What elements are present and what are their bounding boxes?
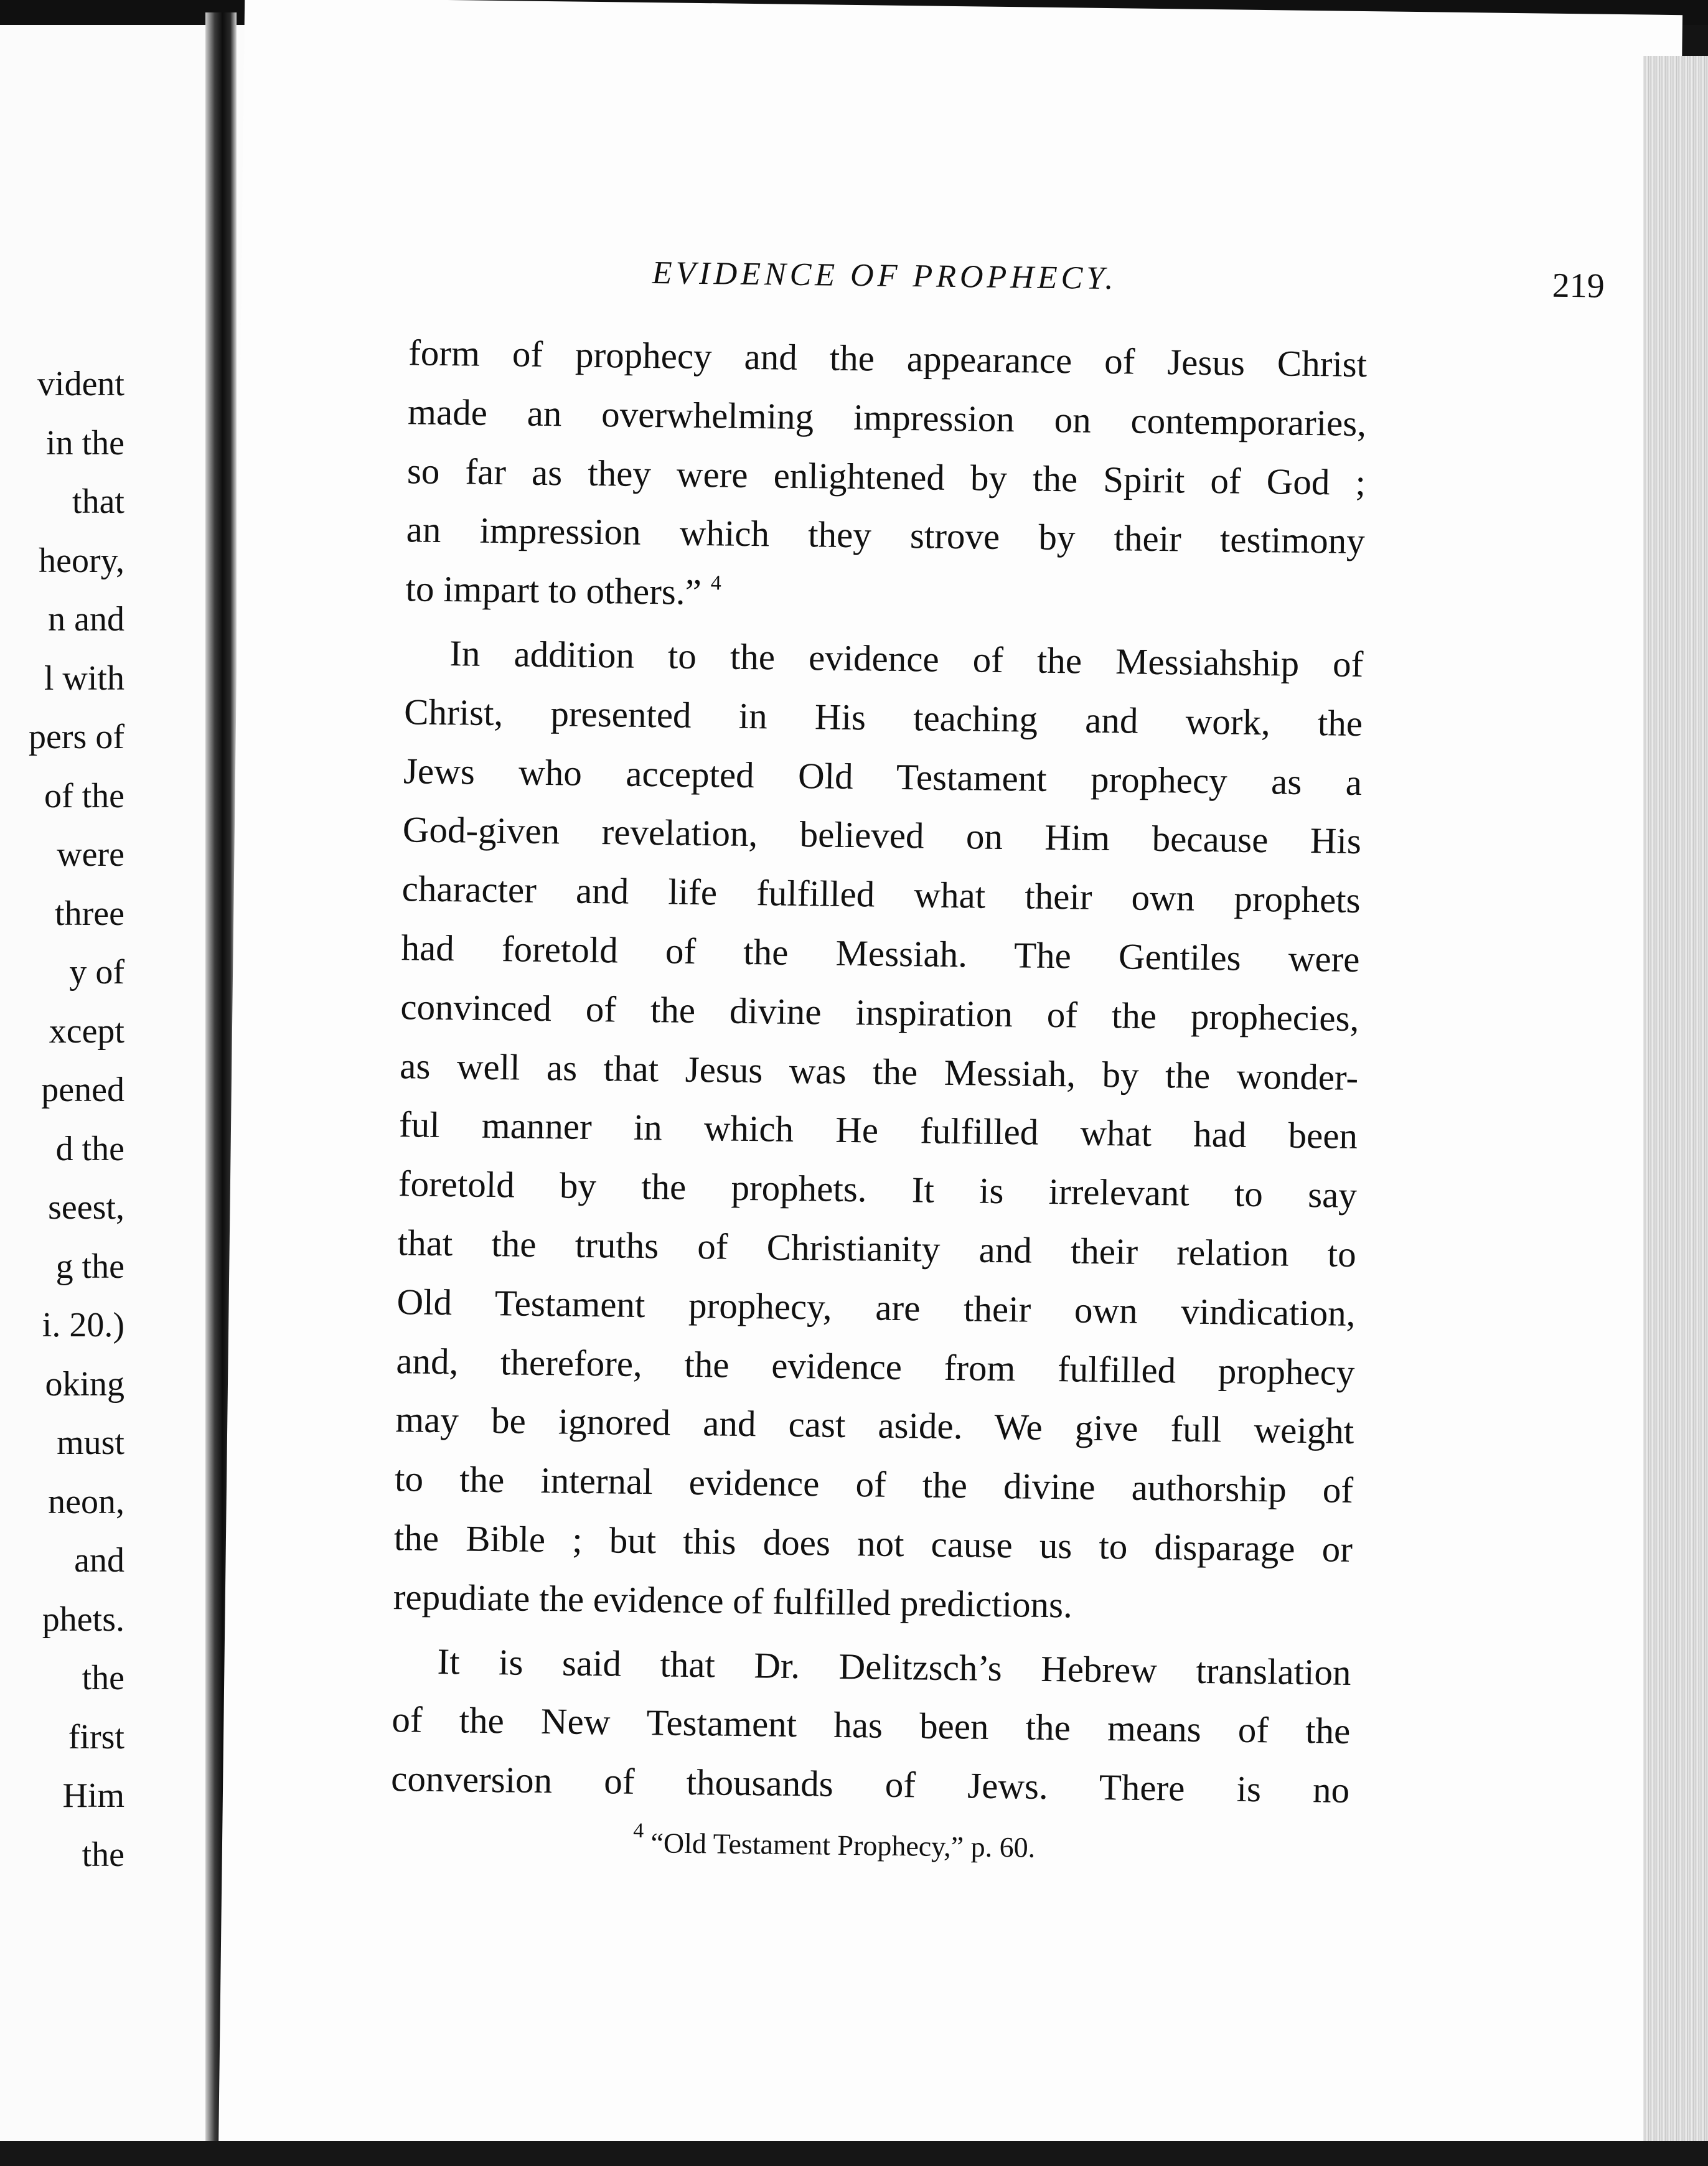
facing-page-fragment: Him <box>62 1776 124 1815</box>
facing-page-fragment: n and <box>48 600 124 639</box>
facing-page-fragment: xcept <box>49 1011 124 1051</box>
page-header <box>652 255 1605 316</box>
facing-page-fragment: i. 20.) <box>42 1306 124 1344</box>
paragraph <box>393 623 1364 1638</box>
facing-page-fragment: y of <box>69 953 124 992</box>
text-line <box>406 500 1365 571</box>
text-line-content: of the New Testament has been the means of the <box>392 1699 1351 1752</box>
text-line <box>400 977 1359 1048</box>
text-line <box>397 1213 1356 1284</box>
text-line <box>401 918 1360 989</box>
text-line-content: In addition to the evidence of the Messiahship of <box>449 632 1364 685</box>
text-line-content: form of prophecy and the appearance of Jesus Christ <box>408 332 1368 385</box>
text-line <box>395 1390 1354 1461</box>
text-line-content: It is said that Dr. Delitzsch’s Hebrew translation <box>437 1640 1351 1693</box>
text-line-content: repudiate the evidence of fulfilled predictions. <box>393 1575 1073 1626</box>
text-line-content: the Bible ; but this does not cause us to disparage or <box>393 1517 1353 1570</box>
facing-page-fragment: neon, <box>48 1482 124 1521</box>
text-line-content: convinced of the divine inspiration of the prophecies, <box>400 985 1359 1039</box>
text-line-content: an impression which they strove by their testimony <box>406 509 1366 562</box>
facing-page-fragment: the <box>82 1659 124 1697</box>
facing-page-fragment: in the <box>46 423 124 462</box>
book-fore-edge <box>1643 56 1708 2166</box>
footnote-reference: 4 <box>710 571 721 595</box>
text-line <box>399 1095 1358 1166</box>
text-line-content: Old Testament prophecy, are their own vindication, <box>396 1280 1356 1334</box>
text-line-content: so far as they were enlightened by the Spirit of God ; <box>406 449 1366 503</box>
facing-page-fragment: that <box>72 482 124 521</box>
text-line <box>393 1567 1352 1638</box>
facing-page-fragment: d the <box>55 1129 124 1168</box>
footnote-text: “Old Testament Prophecy,” p. 60. <box>650 1827 1036 1864</box>
facing-page-fragment: pened <box>41 1071 124 1109</box>
text-line <box>395 1449 1354 1520</box>
text-line-content: foretold by the prophets. It is irrelevant to say <box>398 1163 1358 1216</box>
facing-page-fragment: the <box>82 1835 124 1874</box>
facing-page-fragment: phets. <box>42 1600 124 1639</box>
facing-page-fragment: first <box>68 1717 124 1756</box>
text-line <box>392 1631 1351 1702</box>
text-line <box>398 1154 1357 1225</box>
text-line <box>403 741 1362 812</box>
text-line-content: God-given revelation, believed on Him because His <box>402 809 1362 862</box>
text-line-content: to impart to others.” <box>405 568 702 613</box>
page-219 <box>218 0 1682 2166</box>
text-line-content: and, therefore, the evidence from fulfilled prophecy <box>396 1339 1355 1393</box>
facing-page-fragment: must <box>57 1423 124 1462</box>
text-line <box>408 382 1367 453</box>
facing-page-fragment: seest, <box>48 1188 124 1227</box>
text-line-content: made an overwhelming impression on contemporaries, <box>407 391 1367 444</box>
facing-page-fragment: g the <box>55 1247 124 1286</box>
text-line-content: may be ignored and cast aside. We give full weight <box>395 1399 1354 1452</box>
text-line-content: to the internal evidence of the divine authorship of <box>394 1458 1354 1511</box>
text-line-content: character and life fulfilled what their own prophets <box>401 868 1361 921</box>
text-line <box>396 1331 1355 1402</box>
footnote <box>633 1819 1381 1868</box>
text-line <box>404 682 1363 753</box>
text-line-content: ful manner in which He fulfilled what had been <box>398 1104 1358 1157</box>
text-line <box>400 1036 1359 1107</box>
text-line-content: Christ, presented in His teaching and work, the <box>403 691 1363 744</box>
text-line-content: as well as that Jesus was the Messiah, by the wonder- <box>399 1044 1359 1098</box>
text-line <box>408 323 1368 394</box>
running-head: EVIDENCE OF PROPHECY. <box>652 255 1117 297</box>
text-line <box>396 1272 1356 1343</box>
facing-page-fragment: vident <box>37 365 124 403</box>
text-line-content: conversion of thousands of Jews. There is no <box>390 1758 1350 1811</box>
text-line <box>405 559 1364 630</box>
facing-page-fragment: pers of <box>29 718 124 756</box>
body-text <box>391 323 1368 1820</box>
text-line-content: had foretold of the Messiah. The Gentiles were <box>401 927 1360 980</box>
text-line-content: Jews who accepted Old Testament prophecy as a <box>403 749 1363 803</box>
text-line <box>406 441 1366 512</box>
facing-page-fragment: heory, <box>39 541 124 580</box>
facing-page-fragment: l with <box>44 659 124 698</box>
facing-page-fragment: and <box>74 1541 124 1580</box>
text-line <box>391 1749 1350 1820</box>
paragraph <box>405 323 1368 630</box>
scan-border-bottom <box>0 2141 1708 2166</box>
text-line <box>392 1690 1351 1761</box>
text-line <box>393 1508 1353 1579</box>
text-line-content: that the truths of Christianity and their relation to <box>397 1222 1357 1275</box>
paragraph <box>391 1631 1351 1820</box>
facing-page-text-fragments <box>0 355 124 1884</box>
text-line <box>401 859 1361 930</box>
text-line <box>402 800 1361 871</box>
footnote-number: 4 <box>633 1819 644 1843</box>
text-line <box>405 623 1364 694</box>
facing-page-fragment: oking <box>45 1364 124 1404</box>
facing-page-fragment: were <box>57 835 124 874</box>
facing-page-fragment: three <box>55 894 124 933</box>
facing-page-fragment: of the <box>44 776 124 815</box>
page-number: 219 <box>1552 266 1605 306</box>
